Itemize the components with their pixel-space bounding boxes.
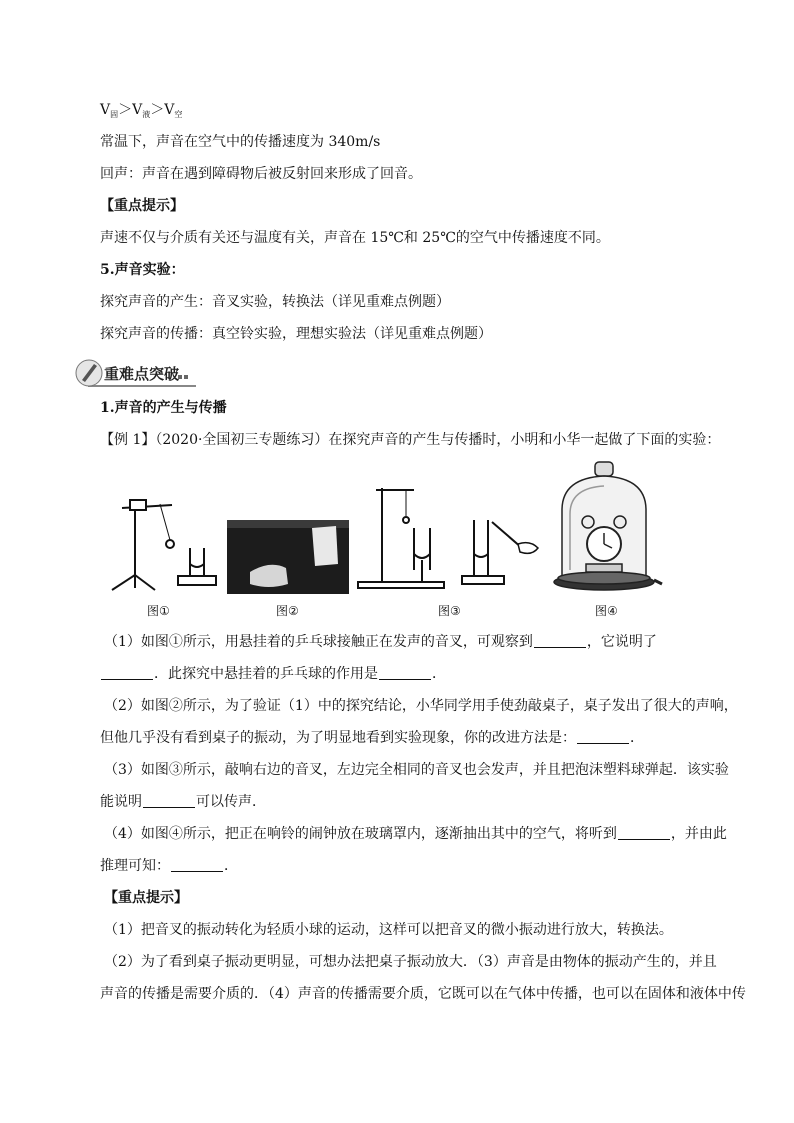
- figure-4-caption: 图④: [595, 604, 618, 618]
- section5-title: 5.声音实验：: [100, 262, 185, 278]
- key-hint-text: 声速不仅与介质有关还与温度有关，声音在 15℃和 25℃的空气中传播速度不同。: [100, 230, 610, 246]
- key-hint-3: 声音的传播是需要介质的．（4）声音的传播需要介质，它既可以在气体中传播，也可以在固体和液体中传: [100, 986, 746, 1002]
- answer-blank[interactable]: [577, 729, 629, 744]
- echo-text: 回声：声音在遇到障碍物后被反射回来形成了回音。: [100, 166, 422, 182]
- experiment-figures-svg: [100, 460, 680, 600]
- answer-blank[interactable]: [618, 825, 670, 840]
- question-1-line2: ．此探究中悬挂着的乒乓球的作用是 ．: [100, 664, 446, 684]
- key-hint-1: （1）把音叉的振动转化为轻质小球的运动，这样可以把音叉的微小振动进行放大，转换法。: [104, 922, 673, 938]
- figure-3-tuning-forks: [358, 488, 538, 588]
- figure-4-bell-jar: [554, 462, 662, 590]
- question-4-line1: （4）如图④所示，把正在响铃的闹钟放在玻璃罩内，逐渐抽出其中的空气，将听到 ，并由此: [104, 826, 727, 842]
- figure-2-caption: 图②: [276, 604, 299, 618]
- speed-air-text: 常温下，声音在空气中的传播速度为 340m/s: [100, 134, 381, 150]
- section-banner: [74, 356, 198, 390]
- answer-blank[interactable]: [379, 665, 431, 680]
- key-hint-title-2: 【重点提示】: [104, 890, 188, 906]
- example-1-text: 【例 1】（2020·全国初三专题练习）在探究声音的产生与传播时，小明和小华一起做了下面的实验：: [100, 432, 721, 448]
- question-3-line2: 能说明 可以传声．: [100, 794, 266, 810]
- section1-title: 1.声音的产生与传播: [100, 400, 227, 416]
- key-hint-2: （2）为了看到桌子振动更明显，可想办法把桌子振动放大．（3）声音是由物体的振动产生的，并且: [104, 954, 717, 970]
- speed-order-line: $V_固>V_液>V_空$: [100, 102, 183, 119]
- answer-blank[interactable]: [534, 633, 586, 648]
- figure-1-caption: 图①: [147, 604, 170, 618]
- answer-blank[interactable]: [143, 793, 195, 808]
- figure-2-photo: [227, 520, 349, 594]
- question-1-line1: （1）如图①所示，用悬挂着的乒乓球接触正在发声的音叉，可观察到 ，它说明了: [104, 634, 657, 650]
- answer-blank[interactable]: [101, 665, 153, 680]
- figure-1-stand-pendulum: [112, 500, 216, 590]
- question-4-line2: 推理可知： ．: [100, 858, 238, 874]
- experiment-figures: [100, 460, 680, 620]
- question-2-line2: 但他几乎没有看到桌子的振动，为了明显地看到实验现象，你的改进方法是： ．: [100, 730, 644, 746]
- answer-blank[interactable]: [171, 857, 223, 872]
- question-2-line1: （2）如图②所示，为了验证（1）中的探究结论，小华同学用手使劲敲桌子，桌子发出了很大的声响，: [104, 698, 738, 714]
- banner-label: 重难点突破: [104, 365, 180, 383]
- figure-3-caption: 图③: [438, 604, 461, 618]
- experiment-generation: 探究声音的产生：音叉实验，转换法（详见重难点例题）: [100, 294, 450, 310]
- key-hint-title: 【重点提示】: [100, 198, 184, 214]
- question-3-line1: （3）如图③所示，敲响右边的音叉，左边完全相同的音叉也会发声，并且把泡沫塑料球弹起．该实验: [104, 762, 729, 778]
- experiment-propagation: 探究声音的传播：真空铃实验，理想实验法（详见重难点例题）: [100, 326, 492, 342]
